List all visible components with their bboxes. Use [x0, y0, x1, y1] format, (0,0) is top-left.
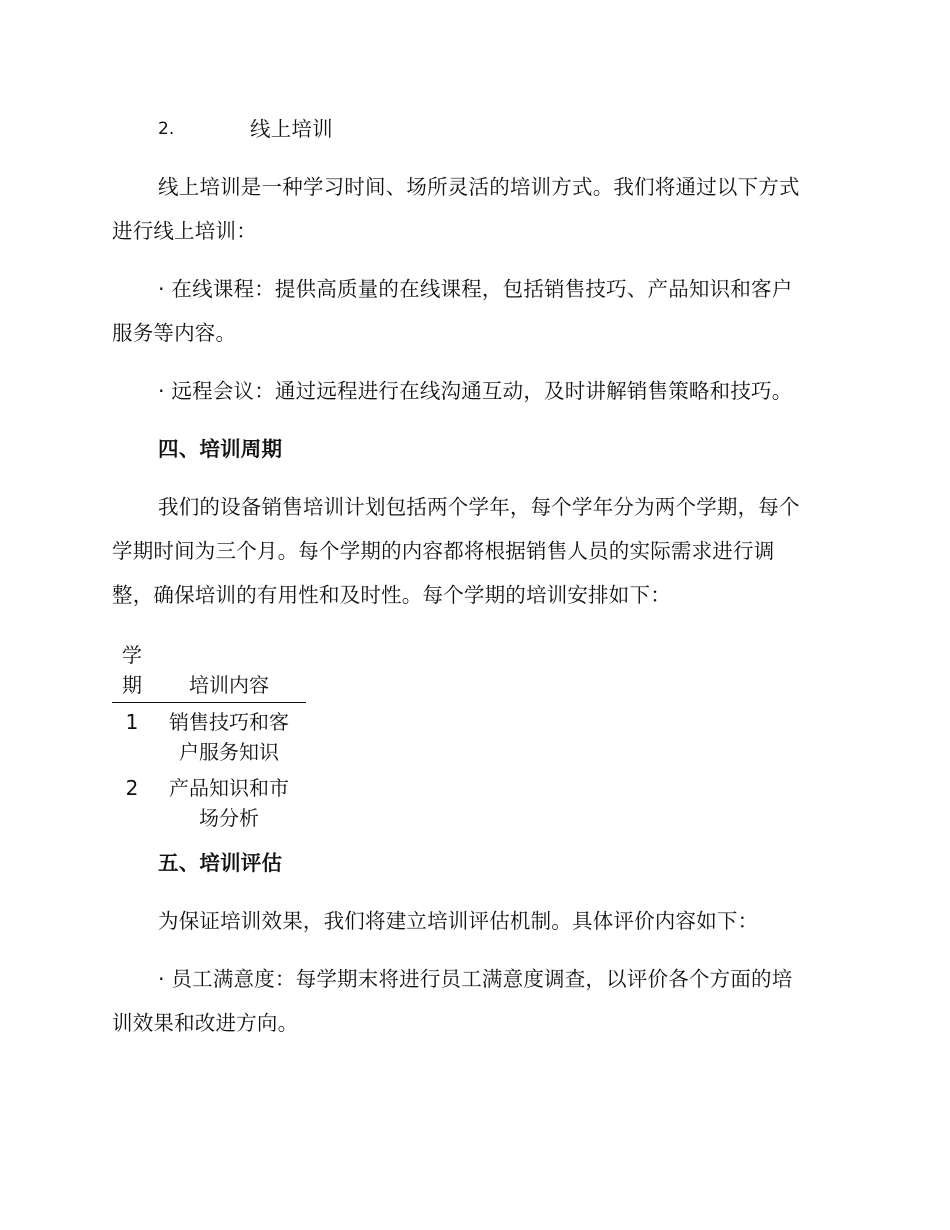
section-heading-training-evaluation: 五、培训评估: [158, 851, 283, 875]
training-schedule-table: [112, 640, 306, 835]
table-header-term: [112, 640, 152, 700]
bullet-item-online-course: · 在线课程：提供高质量的在线课程，包括销售技巧、产品知识和客户: [158, 277, 793, 301]
table-cell-content: 产品知识和市场分析: [169, 776, 289, 830]
paragraph-line: 为保证培训效果，我们将建立培训评估机制。具体评价内容如下：: [158, 909, 759, 933]
table-header-content: 培训内容: [189, 673, 269, 697]
table-cell-term: 2: [125, 776, 139, 800]
paragraph-line: 我们的设备销售培训计划包括两个学年，每个学年分为两个学期，每个: [158, 495, 800, 519]
table-cell-term: 1: [125, 710, 139, 734]
section-heading-training-cycle: 四、培训周期: [158, 437, 283, 461]
table-row: [112, 703, 306, 769]
section-heading-online-training: 线上培训: [250, 117, 333, 141]
paragraph-line: 进行线上培训：: [112, 219, 257, 243]
paragraph-line: 学期时间为三个月。每个学期的内容都将根据销售人员的实际需求进行调: [112, 539, 775, 563]
table-row: [112, 769, 306, 835]
bullet-item-employee-satisfaction: · 员工满意度：每学期末将进行员工满意度调查，以评价各个方面的培: [158, 967, 793, 991]
table-cell-content: 销售技巧和客户服务知识: [169, 710, 289, 764]
list-number: 2.: [158, 119, 175, 139]
table-header: [112, 640, 306, 703]
paragraph-line: 线上培训是一种学习时间、场所灵活的培训方式。我们将通过以下方式: [158, 175, 800, 199]
bullet-item-continuation: 训效果和改进方向。: [112, 1011, 299, 1035]
bullet-item-continuation: 服务等内容。: [112, 321, 237, 345]
paragraph-line: 整，确保培训的有用性和及时性。每个学期的培训安排如下：: [112, 583, 671, 607]
header-term-line: 期: [122, 673, 142, 697]
bullet-item-remote-meeting: · 远程会议：通过远程进行在线沟通互动，及时讲解销售策略和技巧。: [158, 379, 793, 403]
header-term-line: 学: [122, 643, 142, 667]
